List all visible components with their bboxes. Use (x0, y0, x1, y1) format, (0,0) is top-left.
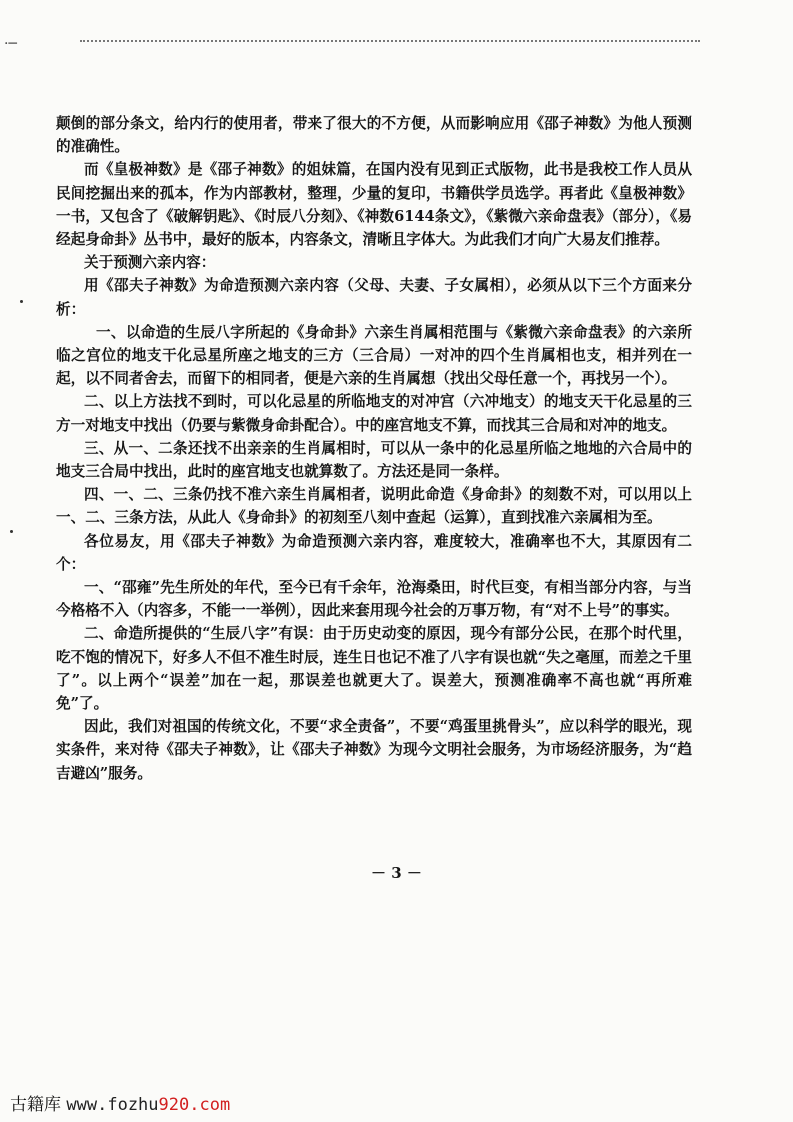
paragraph-reason-1: 一、“邵雍”先生所处的年代，至今已有千余年，沧海桑田，时代巨变，有相当部分内容，与当今格格不入（内容多，不能一一举例），因此来套用现今社会的万事万物，有“对不上号”的事实。 (56, 579, 692, 620)
scan-edge-mark: ·─ (4, 36, 17, 52)
paragraph-conclusion: 因此，我们对祖国的传统文化，不要“求全责备”，不要“鸡蛋里挑骨头”，应以科学的眼光，现实条件，来对待《邵夫子神数》，让《邵夫子神数》为现今文明社会服务，为市场经济服务，为“趋吉避凶”服务。 (56, 718, 692, 782)
footer-watermark (10, 1090, 230, 1115)
paragraph-method-3: 三、从一、二条还找不出亲亲的生肖属相时，可以从一条中的化忌星所临之地地的六合局中的地支三合局中找出，此时的座宫地支也就算数了。方法还是同一条样。 (56, 439, 692, 481)
scan-speck (10, 530, 13, 533)
paragraph-method-4: 四、一、二、三条仍找不准六亲生肖属相者，说明此命造《身命卦》的刻数不对，可以用以上一、二、三条方法，从此人《身命卦》的初刻至八刻中查起（运算），直到找准六亲属相为至。 (56, 486, 692, 527)
footer-url-prefix: www.fozhu (66, 1095, 159, 1115)
footer-site-name: 古籍库 (10, 1095, 61, 1115)
page-number: － 3 － (371, 864, 422, 882)
section-heading: 关于预测六亲内容： (84, 254, 216, 272)
paragraph-method-2: 二、以上方法找不到时，可以化忌星的所临地支的对冲宫（六冲地支）的地支天干化忌星的三方一对地支中找出（仍要与紫微身命卦配合）。中的座宫地支不算，而找其三合局和对冲的地支。 (56, 393, 692, 434)
paragraph-method-1: 一、以命造的生辰八字所起的《身命卦》六亲生肖属相范围与《紫微六亲命盘表》的六亲所临之宫位的地支干化忌星所座之地支的三方（三合局）一对冲的四个生肖属相也支，相并列在一起，以不同者舍去，而留下的相同者，便是六亲的生肖属想（找出父母任意一个，再找另一个）。 (56, 323, 692, 388)
paragraph-reason-2: 二、命造所提供的“生辰八字”有误：由于历史动变的原因，现今有部分公民，在那个时代里，吃不饱的情况下，好多人不但不准生时辰，连生日也记不准了八字有误也就“失之毫厘，而差之千里了”。以上两个“误差”加在一起，那误差也就更大了。误差大，预测准确率不高也就“再所难免”了。 (56, 625, 692, 713)
scan-speck (20, 300, 23, 303)
footer-url-suffix: 920.com (158, 1095, 231, 1115)
paragraph-huangji: 而《皇极神数》是《邵子神数》的姐妹篇，在国内没有见到正式版物，此书是我校工作人员从民间挖掘出来的孤本，作为内部教材，整理，少量的复印，书籍供学员选学。再者此《皇极神数》一书，又包含了《破解钥匙》、《时辰八分刻》、《神数6144条文》，《紫微六亲命盘表》（部分），《易经起身命卦》丛书中，最好的版本，内容条文，清晰且字体大。为此我们才向广大易友们推荐。 (56, 161, 692, 249)
document-body (56, 112, 692, 785)
paragraph-method-intro: 用《邵夫子神数》为命造预测六亲内容（父母、夫妻、子女属相），必须从以下三个方面来分析： (56, 277, 692, 318)
paragraph-continuation: 颠倒的部分条文，给内行的使用者，带来了很大的不方便，从而影响应用《邵子神数》为他人预测的准确性。 (56, 115, 692, 156)
scan-noise-line (80, 40, 700, 42)
paragraph-difficulty: 各位易友，用《邵夫子神数》为命造预测六亲内容，难度较大，准确率也不大，其原因有二个： (56, 532, 692, 573)
